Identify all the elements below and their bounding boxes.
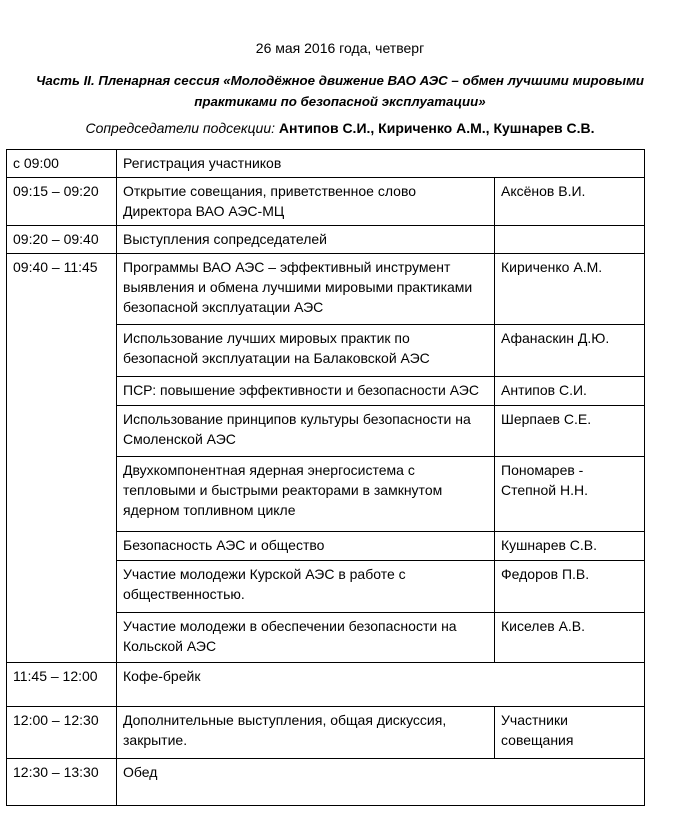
date-heading: 26 мая 2016 года, четверг — [255, 40, 425, 56]
topic-cell: Регистрация участников — [117, 150, 645, 178]
schedule-table — [6, 149, 645, 806]
table-row — [7, 226, 645, 254]
topic-cell: Выступления сопредседателей — [117, 226, 495, 254]
speaker-cell: Киселев А.В. — [495, 613, 645, 663]
speaker-cell: Антипов С.И. — [495, 377, 645, 406]
speaker-cell: Кириченко А.М. — [495, 254, 645, 325]
session-title: Часть II. Пленарная сессия «Молодёжное движение ВАО АЭС – обмен лучшими мировыми практиками по безопасной эксплуатации» — [35, 73, 645, 109]
time-cell: 09:20 – 09:40 — [7, 226, 117, 254]
time-cell: 12:00 – 12:30 — [7, 707, 117, 759]
speaker-cell: Афанаскин Д.Ю. — [495, 325, 645, 377]
topic-cell: ПСР: повышение эффективности и безопасности АЭС — [117, 377, 495, 406]
topic-cell: Использование принципов культуры безопасности на Смоленской АЭС — [117, 406, 495, 457]
chairs-names: Антипов С.И., Кириченко А.М., Кушнарев С.В. — [278, 120, 595, 136]
speaker-cell — [495, 226, 645, 254]
time-cell: 11:45 – 12:00 — [7, 663, 117, 707]
table-row — [7, 150, 645, 178]
speaker-cell: Федоров П.В. — [495, 561, 645, 613]
topic-cell: Двухкомпонентная ядерная энергосистема с тепловыми и быстрыми реакторами в замкнутом ядерном топливном цикле — [117, 457, 495, 532]
speaker-cell: Аксёнов В.И. — [495, 178, 645, 226]
time-cell: 09:15 – 09:20 — [7, 178, 117, 226]
topic-cell: Участие молодежи в обеспечении безопасности на Кольской АЭС — [117, 613, 495, 663]
topic-cell: Программы ВАО АЭС – эффективный инструмент выявления и обмена лучшими мировыми практиками безопасной эксплуатации АЭС — [117, 254, 495, 325]
speaker-cell: Кушнарев С.В. — [495, 532, 645, 561]
topic-cell: Открытие совещания, приветственное слово Директора ВАО АЭС-МЦ — [117, 178, 495, 226]
topic-cell: Безопасность АЭС и общество — [117, 532, 495, 561]
table-row — [7, 178, 645, 226]
topic-cell: Использование лучших мировых практик по безопасной эксплуатации на Балаковской АЭС — [117, 325, 495, 377]
topic-cell: Обед — [117, 759, 645, 806]
table-row — [7, 254, 645, 325]
time-cell: с 09:00 — [7, 150, 117, 178]
chairs-label: Сопредседатели подсекции: — [85, 120, 276, 136]
speaker-cell: Шерпаев С.Е. — [495, 406, 645, 457]
speaker-cell: Пономарев - Степной Н.Н. — [495, 457, 645, 532]
chairs-line — [0, 120, 680, 136]
time-cell: 09:40 – 11:45 — [7, 254, 117, 663]
topic-cell: Кофе-брейк — [117, 663, 645, 707]
table-row — [7, 707, 645, 759]
topic-cell: Дополнительные выступления, общая дискуссия, закрытие. — [117, 707, 495, 759]
speaker-cell: Участники совещания — [495, 707, 645, 759]
topic-cell: Участие молодежи Курской АЭС в работе с общественностью. — [117, 561, 495, 613]
table-row — [7, 759, 645, 806]
table-row — [7, 663, 645, 707]
time-cell: 12:30 – 13:30 — [7, 759, 117, 806]
